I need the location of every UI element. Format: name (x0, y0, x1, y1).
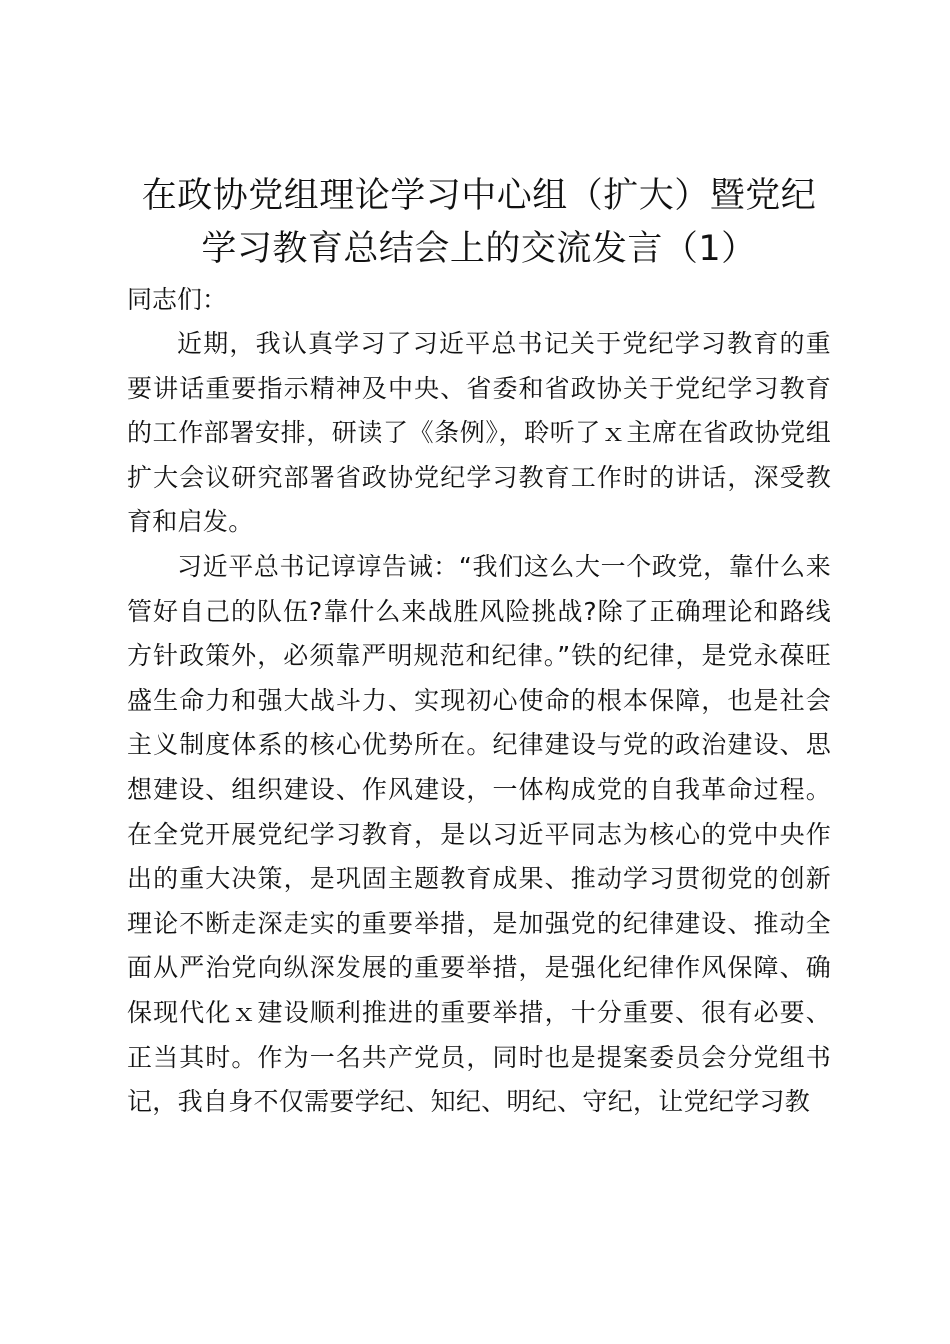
paragraph-1: 近期，我认真学习了习近平总书记关于党纪学习教育的重要讲话重要指示精神及中央、省委和省政协关于党纪学习教育的工作部署安排，研读了《条例》，聆听了ｘ主席在省政协党组扩大会议研究部署省政协党纪学习教育工作时的讲话，深受教育和启发。 (127, 329, 831, 537)
salutation: 同志们： (127, 285, 228, 314)
paragraph-2: 习近平总书记谆谆告诫：“我们这么大一个政党，靠什么来管好自己的队伍?靠什么来战胜风险挑战?除了正确理论和路线方针政策外，必须靠严明规范和纪律。”铁的纪律，是党永葆旺盛生命力和强大战斗力、实现初心使命的根本保障，也是社会主义制度体系的核心优势所在。纪律建设与党的政治建设、思想建设、组织建设、作风建设，一体构成党的自我革命过程。在全党开展党纪学习教育，是以习近平同志为核心的党中央作出的重大决策，是巩固主题教育成果、推动学习贯彻党的创新理论不断走深走实的重要举措，是加强党的纪律建设、推动全面从严治党向纵深发展的重要举措，是强化纪律作风保障、确保现代化ｘ建设顺利推进的重要举措，十分重要、很有必要、正当其时。作为一名共产党员，同时也是提案委员会分党组书记，我自身不仅需要学纪、知纪、明纪、守纪，让党纪学习教 (127, 551, 831, 1117)
document-title: 在政协党组理论学习中心组（扩大）暨党纪学习教育总结会上的交流发言（1） (141, 176, 817, 269)
document-body (127, 170, 831, 1125)
